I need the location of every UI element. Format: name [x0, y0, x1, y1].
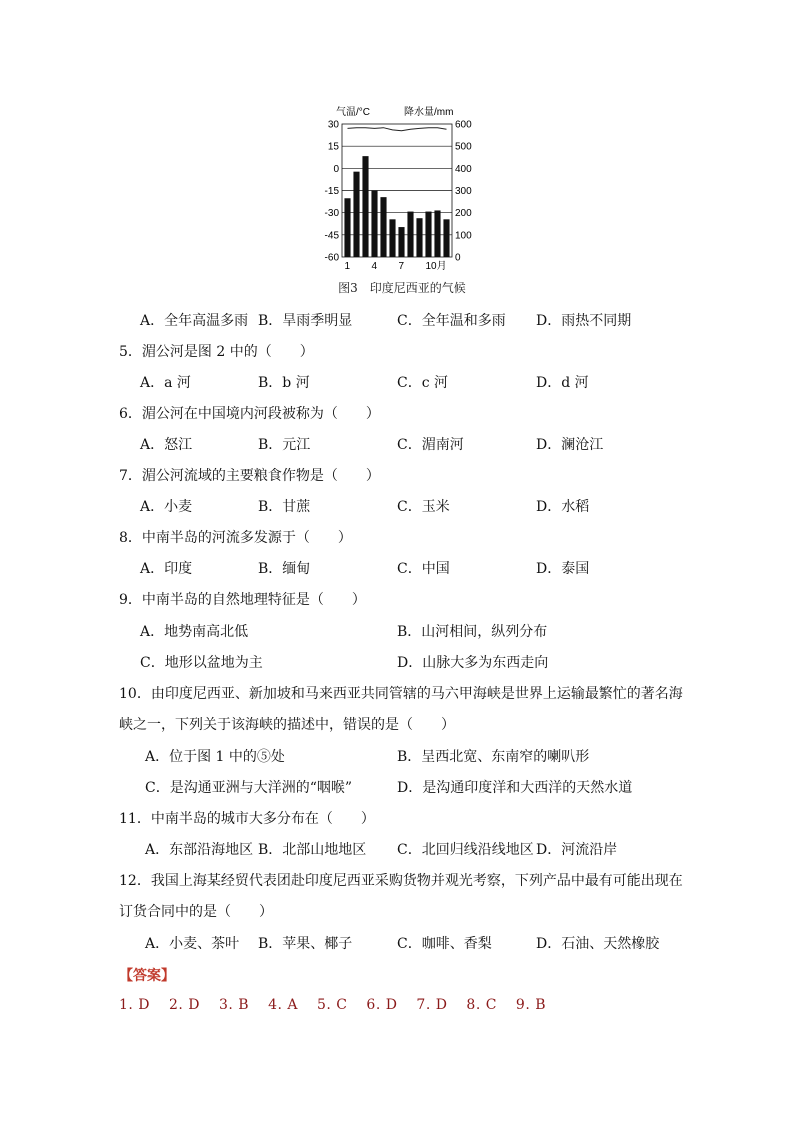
right-tick-label: 400 [455, 163, 472, 175]
q5-option-b: B．b 河 [258, 375, 310, 391]
q10-stem-line1: 10．由印度尼西亚、新加坡和马来西亚共同管辖的马六甲海峡是世界上运输最繁忙的著名海 [119, 686, 683, 702]
q11-option-d: D．河流沿岸 [536, 842, 618, 858]
right-tick-label: 600 [455, 119, 472, 131]
precipitation-bar [443, 219, 449, 257]
q8-option-a: A．印度 [140, 561, 193, 577]
q5-stem: 5．湄公河是图 2 中的（ ） [119, 344, 314, 360]
precipitation-bar [362, 156, 368, 257]
q9-option-c: C．地形以盆地为主 [140, 655, 263, 671]
climate-chart [322, 102, 482, 292]
left-tick-label: 0 [333, 163, 339, 175]
q6-option-a: A．怒江 [140, 437, 193, 453]
x-tick-label: 10月 [425, 261, 447, 272]
q7-option-a: A．小麦 [140, 499, 193, 515]
q11-option-c: C．北回归线沿线地区 [397, 842, 534, 858]
q9-option-d: D．山脉大多为东西走向 [397, 655, 549, 671]
q12-option-d: D．石油、天然橡胶 [536, 936, 660, 952]
left-tick-label: -60 [324, 252, 339, 264]
q8-option-c: C．中国 [397, 561, 450, 577]
q11-stem: 11．中南半岛的城市大多分布在（ ） [119, 811, 375, 827]
figure-caption: 图3 印度尼西亚的气候 [338, 281, 466, 295]
q6-option-d: D．澜沧江 [536, 437, 604, 453]
precipitation-bar [353, 172, 359, 257]
answer-item: 1. D [119, 997, 151, 1013]
left-tick-label: 30 [327, 119, 339, 131]
q7-stem: 7．湄公河流域的主要粮食作物是（ ） [119, 468, 380, 484]
q10-option-c: C．是沟通亚洲与大洋洲的“咽喉” [145, 780, 353, 796]
q4-option-b: B．旱雨季明显 [258, 313, 353, 329]
left-tick-label: -45 [324, 230, 339, 242]
answer-item: 6. D [366, 997, 398, 1013]
q9-option-a: A．地势南高北低 [140, 624, 249, 640]
q4-option-d: D．雨热不同期 [536, 313, 632, 329]
q9-option-b: B．山河相间，纵列分布 [397, 624, 548, 640]
answer-heading: 【答案】 [119, 968, 175, 984]
answer-item: 7. D [416, 997, 448, 1013]
q5-option-c: C．c 河 [397, 375, 449, 391]
precipitation-bar [434, 210, 440, 257]
q12-stem-line1: 12．我国上海某经贸代表团赴印度尼西亚采购货物并观光考察，下列产品中最有可能出现在 [119, 873, 683, 889]
answer-item: 4. A [268, 997, 298, 1013]
q10-option-b: B．呈西北宽、东南窄的喇叭形 [397, 749, 590, 765]
precipitation-bar [425, 212, 431, 257]
precipitation-bar [380, 197, 386, 257]
right-tick-label: 500 [455, 141, 472, 153]
precipitation-bar [398, 227, 404, 257]
q11-option-a: A．东部沿海地区 [145, 842, 254, 858]
q7-option-c: C．玉米 [397, 499, 450, 515]
q7-option-b: B．甘蔗 [258, 499, 311, 515]
q7-option-d: D．水稻 [536, 499, 590, 515]
right-axis-label: 降水量/mm [404, 107, 454, 118]
right-tick-label: 200 [455, 208, 472, 220]
left-tick-label: -15 [324, 186, 339, 197]
q5-option-d: D．d 河 [536, 375, 589, 391]
x-tick-label: 7 [398, 261, 405, 272]
q8-stem: 8．中南半岛的河流多发源于（ ） [119, 530, 352, 546]
precipitation-bar [407, 212, 413, 257]
precipitation-bar [371, 191, 377, 258]
x-tick-label: 4 [371, 261, 378, 272]
answer-item: 9. B [515, 997, 547, 1013]
answer-item: 5. C [316, 997, 348, 1013]
right-tick-label: 100 [455, 230, 472, 242]
q10-option-a: A．位于图 1 中的⑤处 [145, 749, 285, 765]
q12-option-b: B．苹果、椰子 [258, 936, 353, 952]
q12-option-a: A．小麦、茶叶 [145, 936, 240, 952]
answer-list [119, 997, 560, 1013]
precipitation-bar [344, 198, 350, 257]
x-tick-label: 1 [344, 261, 351, 272]
q6-option-c: C．湄南河 [397, 437, 464, 453]
q12-stem-line2: 订货合同中的是（ ） [119, 904, 273, 920]
q4-option-c: C．全年温和多雨 [397, 313, 506, 329]
q8-option-d: D．泰国 [536, 561, 590, 577]
q4-option-a: A．全年高温多雨 [140, 313, 249, 329]
q12-option-c: C．咖啡、香梨 [397, 936, 492, 952]
q10-stem-line2: 峡之一，下列关于该海峡的描述中，错误的是（ ） [119, 717, 455, 733]
q5-option-a: A．a 河 [140, 375, 191, 391]
plot-area [325, 120, 473, 273]
q10-option-d: D．是沟通印度洋和大西洋的天然水道 [397, 780, 633, 796]
q11-option-b: B．北部山地地区 [258, 842, 367, 858]
answer-item: 3. B [219, 997, 250, 1013]
answer-item: 2. D [169, 997, 201, 1013]
answer-item: 8. C [466, 997, 497, 1013]
climate-chart-svg [322, 102, 482, 282]
right-tick-label: 0 [455, 252, 461, 264]
precipitation-bar [416, 218, 422, 257]
precipitation-bar [389, 219, 395, 257]
left-tick-label: 15 [327, 141, 339, 153]
q6-stem: 6．湄公河在中国境内河段被称为（ ） [119, 406, 380, 422]
q6-option-b: B．元江 [258, 437, 311, 453]
left-axis-label: 气温/°C [336, 107, 370, 118]
q8-option-b: B．缅甸 [258, 561, 311, 577]
temperature-line [348, 128, 447, 131]
q9-stem: 9．中南半岛的自然地理特征是（ ） [119, 592, 366, 608]
left-tick-label: -30 [324, 208, 339, 220]
right-tick-label: 300 [455, 186, 472, 197]
